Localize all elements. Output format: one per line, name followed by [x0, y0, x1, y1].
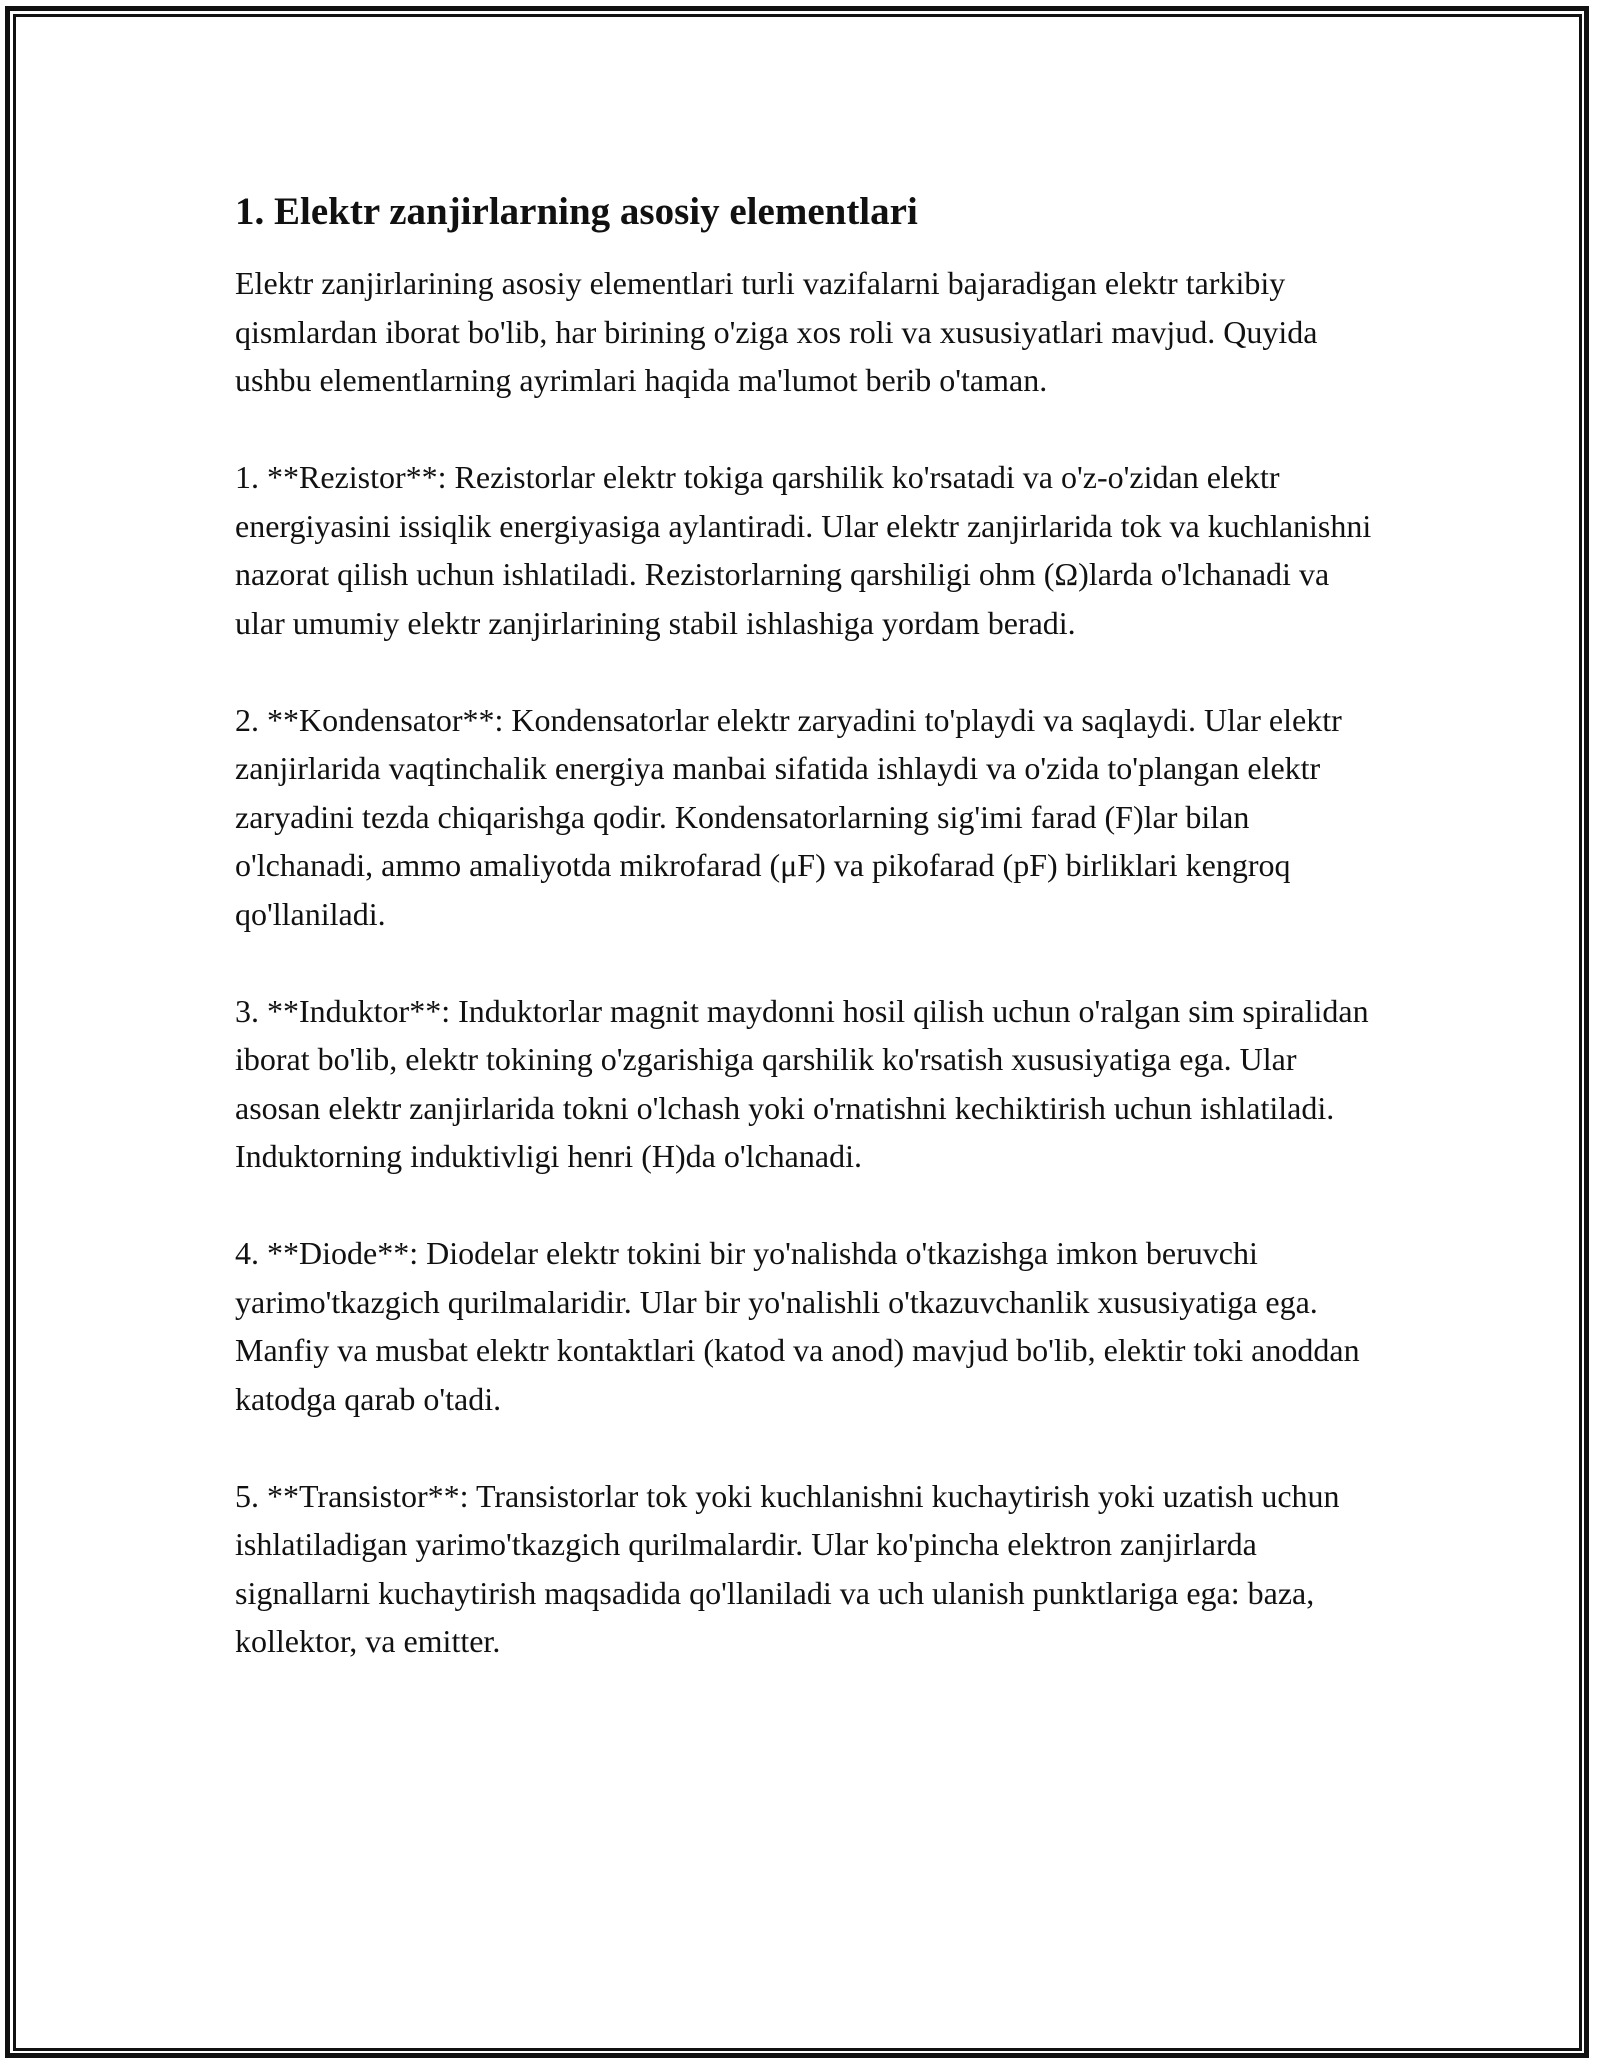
inductor-paragraph: 3. **Induktor**: Induktorlar magnit maydonni hosil qilish uchun o'ralgan sim spiralidan iborat bo'lib, elektr tokining o'zgarishiga qarshilik ko'rsatish xususiyatiga ega. Ular asosan elektr zanjirlarida tokni o'lchash yoki o'rnatishni kechiktirish uchun ishlatiladi. Induktorning induktivligi henri (H)da o'lchanadi. [235, 992, 1369, 1174]
section-heading: 1. Elektr zanjirlarning asosiy elementlari [235, 190, 918, 233]
document-body [235, 186, 1375, 1714]
capacitor-paragraph: 2. **Kondensator**: Kondensatorlar elektr zaryadini to'playdi va saqlaydi. Ular elektr zanjirlarida vaqtinchalik energiya manbai sifatida ishlaydi va o'zida to'plangan elektr zaryadini tezda chiqarishga qodir. Kondensatorlarning sig'imi farad (F)lar bilan o'lchanadi, ammo amaliyotda mikrofarad (μF) va pikofarad (pF) birliklari kengroq qo'llaniladi. [235, 701, 1342, 932]
diode-paragraph: 4. **Diode**: Diodelar elektr tokini bir yo'nalishda o'tkazishga imkon beruvchi yarimo'tkazgich qurilmalaridir. Ular bir yo'nalishli o'tkazuvchanlik xususiyatiga ega. Manfiy va musbat elektr kontaktlari (katod va anod) mavjud bo'lib, elektir toki anoddan katodga qarab o'tadi. [235, 1235, 1360, 1417]
resistor-paragraph: 1. **Rezistor**: Rezistorlar elektr tokiga qarshilik ko'rsatadi va o'z-o'zidan elektr energiyasini issiqlik energiyasiga aylantiradi. Ular elektr zanjirlarida tok va kuchlanishni nazorat qilish uchun ishlatiladi. Rezistorlarning qarshiligi ohm (Ω)larda o'lchanadi va ular umumiy elektr zanjirlarining stabil ishlashiga yordam beradi. [235, 459, 1372, 641]
intro-paragraph: Elektr zanjirlarining asosiy elementlari turli vazifalarni bajaradigan elektr tarkibiy qismlardan iborat bo'lib, har birining o'ziga xos roli va xususiyatlari mavjud. Quyida ushbu elementlarning ayrimlari haqida ma'lumot berib o'taman. [235, 265, 1318, 398]
transistor-paragraph: 5. **Transistor**: Transistorlar tok yoki kuchlanishni kuchaytirish yoki uzatish uchun ishlatiladigan yarimo'tkazgich qurilmalardir. Ular ko'pincha elektron zanjirlarda signallarni kuchaytirish maqsadida qo'llaniladi va uch ulanish punktlariga ega: baza, kollektor, va emitter. [235, 1477, 1340, 1659]
